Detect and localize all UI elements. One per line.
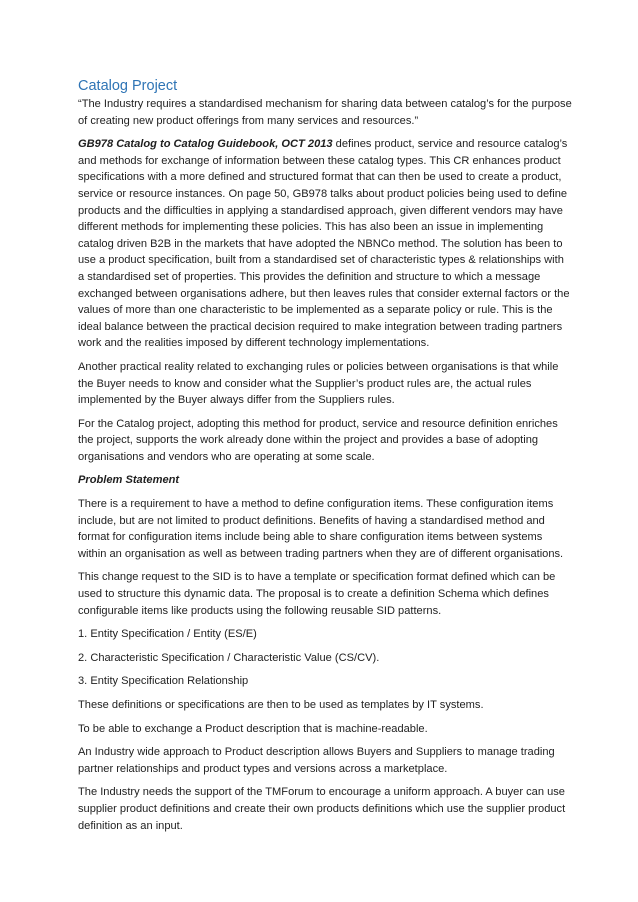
problem-statement-heading: Problem Statement — [78, 474, 180, 487]
list-item: 3. Entity Specification Relationship — [78, 675, 249, 688]
catalog-project-paragraph: For the Catalog project, adopting this method for product, service and resource definition enriches the project, supports the work already done within the project and provides a base of adopting organisations and vendors who are operating at some scale. — [78, 417, 558, 463]
quote-paragraph: “The Industry requires a standardised mechanism for sharing data between catalog’s for the purpose of creating new product offerings from many services and resources.” — [78, 98, 572, 127]
practical-reality-paragraph: Another practical reality related to exchanging rules or policies between organisations is that while the Buyer needs to know and consider what the Supplier’s product rules are, the actual rules implemented by the Buyer always differ from the Suppliers rules. — [78, 360, 559, 407]
industry-approach-paragraph: An Industry wide approach to Product description allows Buyers and Suppliers to manage trading partner relationships and product types and versions across a marketplace. — [78, 746, 555, 775]
requirement-paragraph: There is a requirement to have a method to define configuration items. These configuration items include, but are not limited to product definitions. Benefits of having a standardised method and format for configuration items include being able to share configuration items between systems within an organisation as well as between trading partners when they are of different organisations. — [78, 498, 564, 560]
list-item: 1. Entity Specification / Entity (ES/E) — [78, 628, 257, 641]
change-request-paragraph: This change request to the SID is to have a template or specification format defined which can be used to structure this dynamic data. The proposal is to create a definition Schema which defines configurable items like products using the following reusable SID patterns. — [78, 571, 556, 617]
guidebook-reference: GB978 Catalog to Catalog Guidebook, OCT 2013 — [78, 138, 333, 151]
tmforum-paragraph: The Industry needs the support of the TMForum to encourage a uniform approach. A buyer can use supplier product definitions and create their own products definitions which use the supplier product definition as an input. — [78, 786, 566, 832]
guidebook-paragraph-text: defines product, service and resource catalog’s and methods for exchange of information between these catalog types. This CR enhances product specifications with a more defined and structured format that can then be used to create a product, service or resource instances. On page 50, GB978 talks about product policies being used to define products and the difficulties in applying a standardised approach, given different vendors may have different methods for implementing these policies. This has also been an issue in implementing catalog driven B2B in the markets that have adopted the NBNCo method. The solution has been to use a product specification, built from a standardised set of characteristic types & relationships with a standardised set of properties. This provides the definition and structure to which a message exchanged between organisations adhere, but then leaves rules that consider external factors or the values of more than one characteristic to be implemented as a separate policy or rule. This is the ideal balance between the practical decision required to make integration between trading partners work and the realities imposed by different technology implementations. — [78, 138, 570, 350]
list-item: 2. Characteristic Specification / Characteristic Value (CS/CV). — [78, 651, 380, 664]
guidebook-paragraph — [78, 136, 572, 352]
section-heading: Catalog Project — [78, 78, 178, 94]
templates-paragraph: These definitions or specifications are then to be used as templates by IT systems. — [78, 699, 484, 711]
exchange-paragraph: To be able to exchange a Product description that is machine-readable. — [78, 722, 428, 735]
